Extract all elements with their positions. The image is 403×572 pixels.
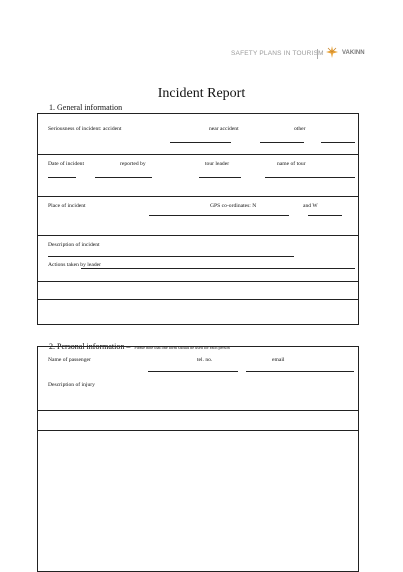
name-of-tour-label: name of tour (277, 161, 306, 167)
near-accident-field[interactable] (260, 142, 304, 143)
other-field[interactable] (321, 142, 355, 143)
tour-leader-field[interactable] (199, 177, 241, 178)
injury-label: Description of injury (48, 382, 95, 388)
passenger-name-field[interactable] (148, 371, 238, 372)
gps-w-field[interactable] (308, 215, 342, 216)
tel-email-field[interactable] (246, 371, 354, 372)
near-accident-label: near accident (209, 126, 239, 132)
date-field[interactable] (48, 177, 76, 178)
accident-field[interactable] (170, 142, 231, 143)
row-divider (38, 154, 358, 155)
section1-heading: 1. General information (49, 103, 123, 112)
page-title: Incident Report (157, 86, 246, 101)
tour-leader-label: tour leader (205, 161, 230, 167)
row-divider (38, 281, 358, 282)
row-divider (38, 430, 358, 431)
passenger-name-label: Name of passenger (48, 357, 91, 363)
other-label: other (294, 126, 306, 132)
section2-note: Please note that one form should be used for each person (134, 345, 230, 350)
gps-label: GPS co-ordinates: N (210, 203, 257, 209)
section2-heading: 2. Personal information – (49, 342, 131, 351)
email-label: email (272, 357, 285, 363)
date-label: Date of incident (48, 161, 85, 167)
general-info-box (37, 113, 359, 325)
description-label: Description of incident (48, 242, 100, 248)
header-divider (317, 49, 318, 59)
row-divider (38, 235, 358, 236)
name-of-tour-field[interactable] (265, 177, 355, 178)
brand-name: VAKINN (342, 50, 365, 56)
personal-info-box (37, 346, 359, 572)
reported-by-label: reported by (120, 161, 146, 167)
reported-by-field[interactable] (95, 177, 152, 178)
and-w-label: and W (303, 203, 318, 209)
tel-label: tel. no. (197, 357, 213, 363)
description-field[interactable] (48, 256, 294, 257)
row-divider (38, 196, 358, 197)
seriousness-label: Seriousness of incident: accident (48, 126, 122, 132)
vakinn-logo-icon (325, 45, 339, 59)
header-tagline: SAFETY PLANS IN TOURISM (231, 50, 324, 57)
place-label: Place of incident (48, 203, 86, 209)
row-divider (38, 410, 358, 411)
place-field[interactable] (149, 215, 289, 216)
row-divider (38, 299, 358, 300)
actions-field[interactable] (81, 268, 355, 269)
actions-label: Actions taken by leader (48, 262, 101, 268)
